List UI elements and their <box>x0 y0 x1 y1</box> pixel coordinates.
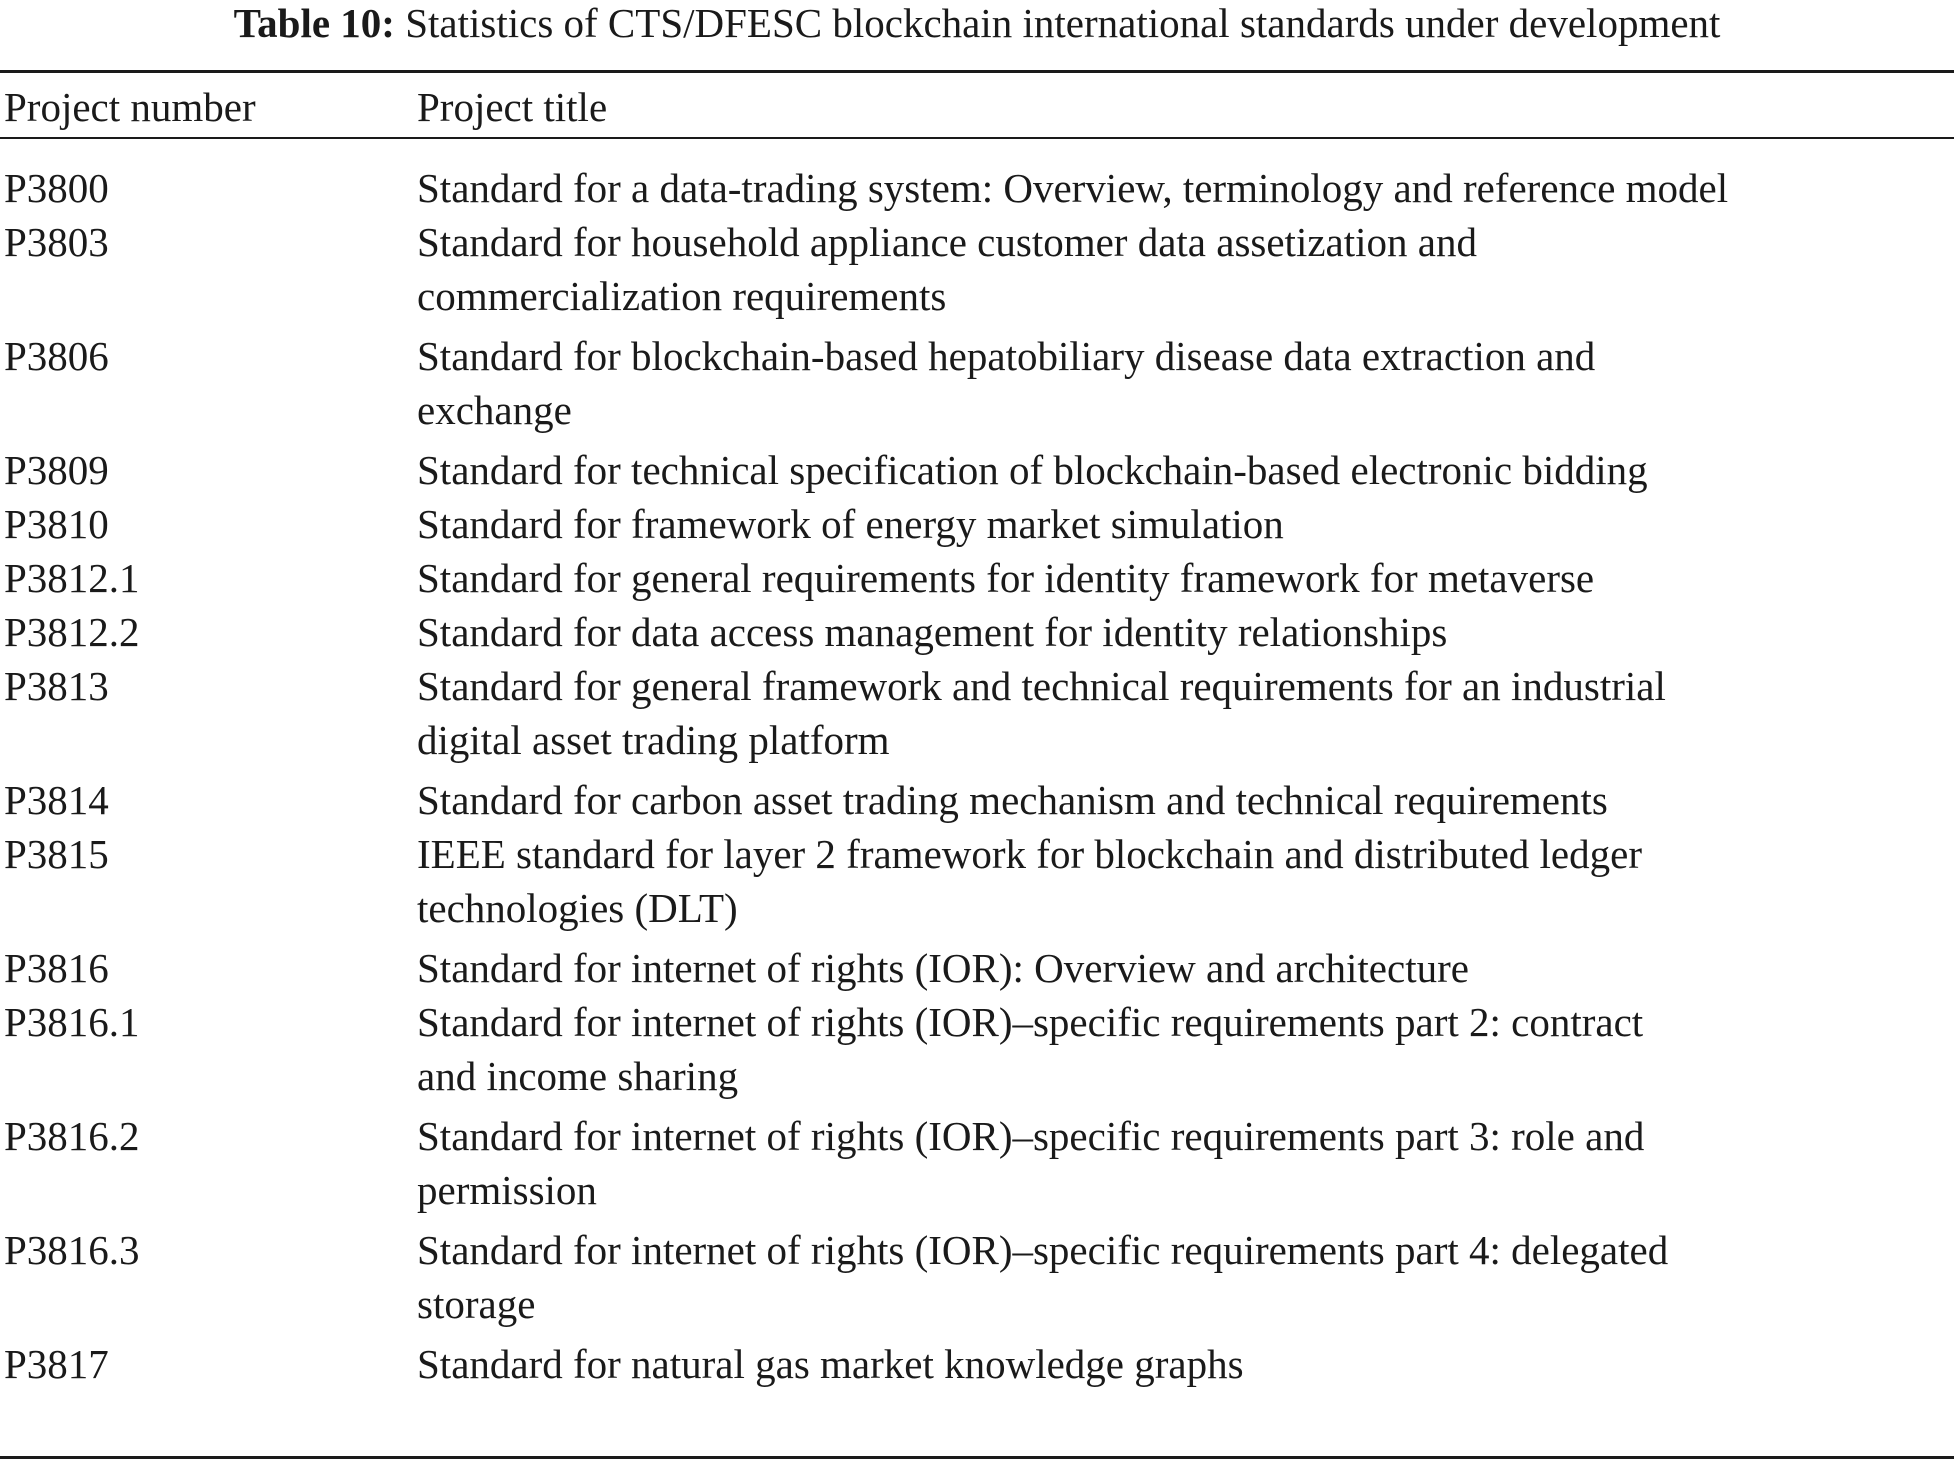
table-row <box>0 605 1954 659</box>
project-title-cell: Standard for general requirements for identity framework for metaverse <box>417 555 1595 601</box>
table-caption <box>0 0 1954 48</box>
project-title-cell: Standard for natural gas market knowledge graphs <box>417 1341 1244 1387</box>
project-number-cell: P3815 <box>4 831 109 877</box>
project-number-cell: P3810 <box>4 501 109 547</box>
project-title-cell: Standard for internet of rights (IOR)–specific requirements part 2: contract and income sharing <box>417 999 1644 1099</box>
table-top-rule <box>0 70 1954 73</box>
project-number-cell: P3800 <box>4 165 109 211</box>
table-bottom-rule <box>0 1456 1954 1459</box>
project-title-cell: Standard for internet of rights (IOR)–specific requirements part 4: delegated storage <box>417 1227 1669 1327</box>
project-title-cell: Standard for a data-trading system: Overview, terminology and reference model <box>417 165 1729 211</box>
project-number-cell: P3806 <box>4 333 109 379</box>
table-row <box>0 1337 1954 1391</box>
table-row <box>0 329 1954 443</box>
table-caption-label: Table 10: <box>233 0 395 46</box>
table-header <box>0 82 1954 132</box>
project-title-cell: Standard for technical specification of blockchain-based electronic bidding <box>417 447 1648 493</box>
table-row <box>0 1223 1954 1337</box>
project-number-cell: P3816.1 <box>4 999 140 1045</box>
project-number-cell: P3816 <box>4 945 109 991</box>
project-number-cell: P3817 <box>4 1341 109 1387</box>
project-number-cell: P3816.3 <box>4 1227 140 1273</box>
project-title-cell: Standard for household appliance customer data assetization and commercialization requirements <box>417 219 1477 319</box>
table-row <box>0 497 1954 551</box>
table-row <box>0 773 1954 827</box>
table-row <box>0 995 1954 1109</box>
table-row <box>0 827 1954 941</box>
project-title-cell: Standard for general framework and technical requirements for an industrial digital asset trading platform <box>417 663 1666 763</box>
table-body <box>0 161 1954 1391</box>
table-row <box>0 161 1954 215</box>
project-number-cell: P3813 <box>4 663 109 709</box>
table-caption-text: Statistics of CTS/DFESC blockchain international standards under development <box>405 0 1721 46</box>
project-number-cell: P3814 <box>4 777 109 823</box>
table-row <box>0 659 1954 773</box>
project-title-cell: Standard for carbon asset trading mechanism and technical requirements <box>417 777 1608 823</box>
table-row <box>0 551 1954 605</box>
project-title-cell: Standard for internet of rights (IOR)–specific requirements part 3: role and permission <box>417 1113 1645 1213</box>
project-number-cell: P3816.2 <box>4 1113 140 1159</box>
table-row <box>0 941 1954 995</box>
table-row <box>0 443 1954 497</box>
project-number-cell: P3809 <box>4 447 109 493</box>
column-header-project-title: Project title <box>417 84 608 130</box>
column-header-project-number: Project number <box>4 84 256 130</box>
project-title-cell: Standard for data access management for identity relationships <box>417 609 1448 655</box>
project-number-cell: P3812.2 <box>4 609 140 655</box>
table-row <box>0 215 1954 329</box>
project-number-cell: P3812.1 <box>4 555 140 601</box>
project-number-cell: P3803 <box>4 219 109 265</box>
project-title-cell: IEEE standard for layer 2 framework for blockchain and distributed ledger technologies (DLT) <box>417 831 1642 931</box>
project-title-cell: Standard for blockchain-based hepatobiliary disease data extraction and exchange <box>417 333 1596 433</box>
project-title-cell: Standard for internet of rights (IOR): Overview and architecture <box>417 945 1469 991</box>
table-header-rule <box>0 137 1954 139</box>
table-row <box>0 1109 1954 1223</box>
project-title-cell: Standard for framework of energy market simulation <box>417 501 1284 547</box>
